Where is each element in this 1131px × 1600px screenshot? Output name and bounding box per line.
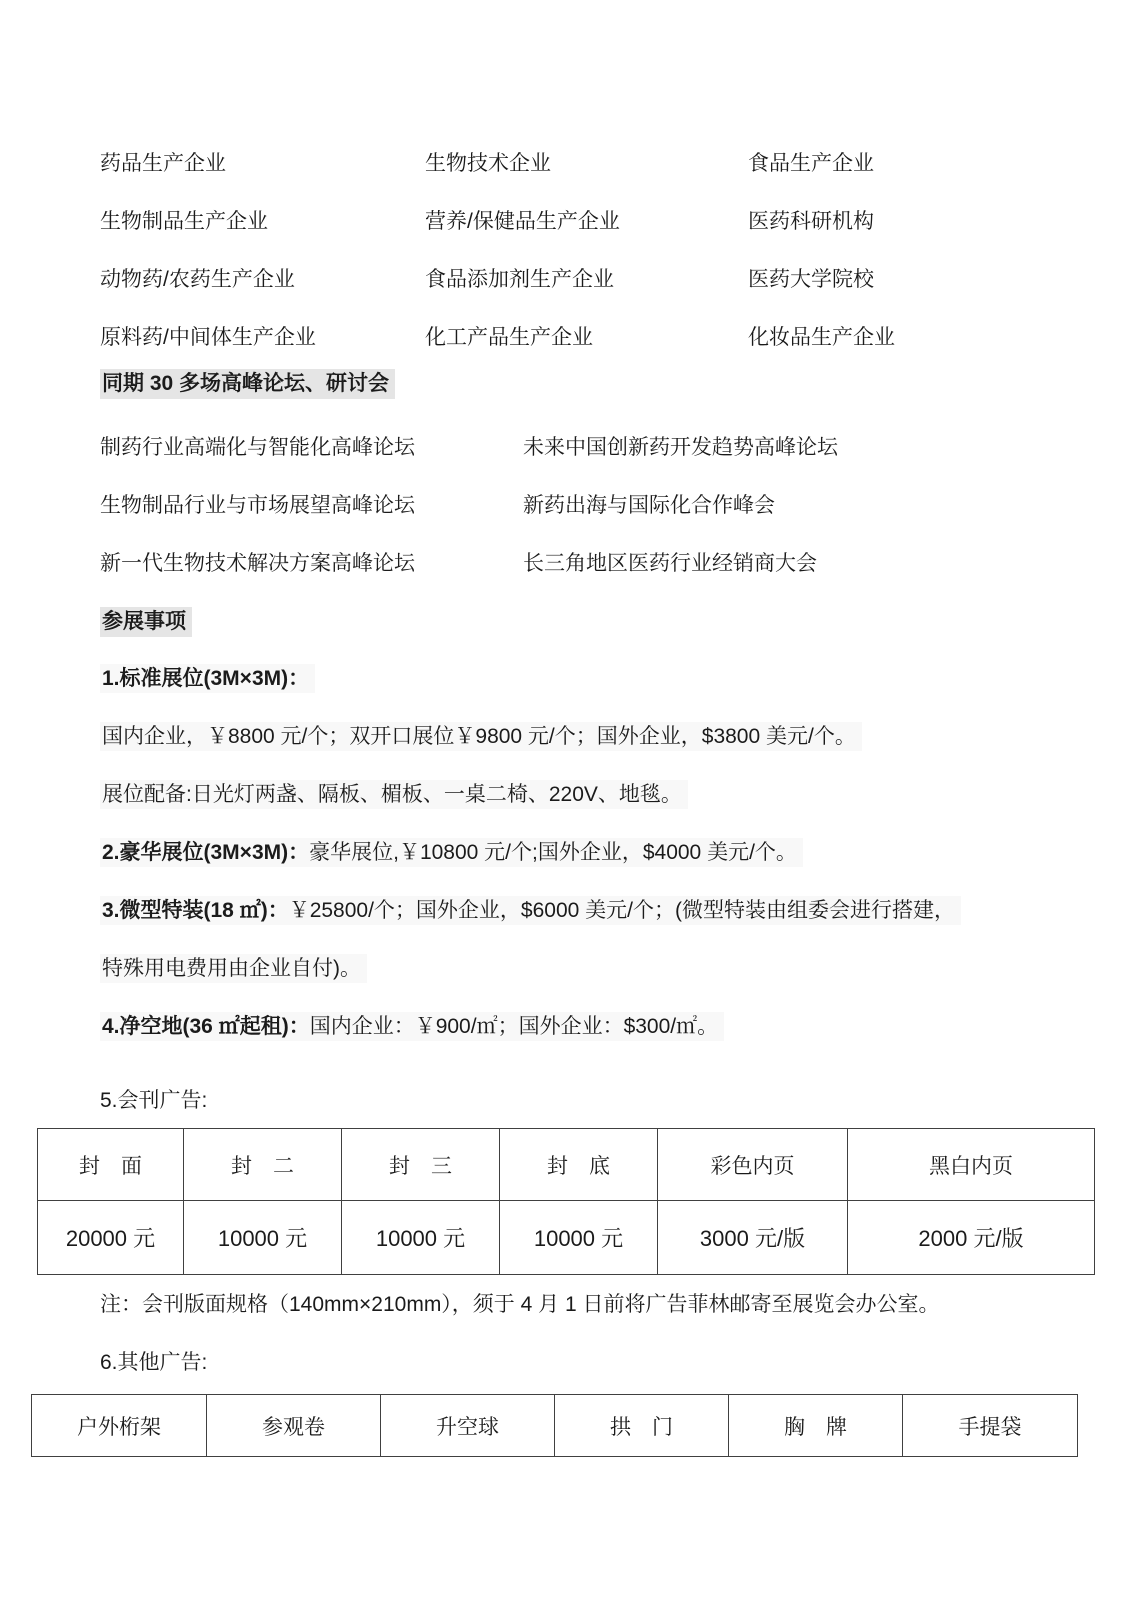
other-ad-header: 参观卷	[207, 1395, 381, 1457]
other-ad-header: 户外桁架	[32, 1395, 207, 1457]
journal-ad-header: 封 二	[184, 1129, 342, 1201]
journal-ad-header: 封 底	[500, 1129, 658, 1201]
other-ad-header: 拱 门	[555, 1395, 729, 1457]
journal-ad-price: 3000 元/版	[658, 1201, 848, 1275]
item4-text: 国内企业：￥900/㎡；国外企业：$300/㎡。	[309, 1015, 719, 1038]
journal-ad-price: 10000 元	[500, 1201, 658, 1275]
journal-ad-header: 黑白内页	[848, 1129, 1095, 1201]
other-ad-table	[31, 1394, 1078, 1457]
audience-item: 医药大学院校	[748, 268, 874, 291]
other-ad-header: 胸 牌	[729, 1395, 903, 1457]
audience-list	[100, 152, 1094, 350]
forum-item: 新药出海与国际化合作峰会	[523, 494, 775, 517]
forum-item: 新一代生物技术解决方案高峰论坛	[100, 552, 415, 575]
journal-ad-price: 2000 元/版	[848, 1201, 1095, 1275]
item4-title: 4.净空地(36 ㎡起租)：	[102, 1015, 310, 1038]
journal-ad-header: 封 三	[342, 1129, 500, 1201]
item2-line	[100, 841, 1094, 865]
journal-ad-note: 注：会刊版面规格（140mm×210mm），须于 4 月 1 日前将广告菲林邮寄至展览会办公室。	[100, 1293, 940, 1316]
journal-ad-price: 20000 元	[38, 1201, 184, 1275]
forum-item: 长三角地区医药行业经销商大会	[523, 552, 817, 575]
item6-title: 6.其他广告:	[100, 1351, 208, 1374]
exhibit-section-heading	[100, 607, 1094, 637]
audience-item: 食品生产企业	[748, 152, 874, 175]
item1-equipment-line	[100, 783, 1094, 807]
item2-title: 2.豪华展位(3M×3M)：	[102, 841, 310, 864]
audience-item: 化工产品生产企业	[425, 326, 593, 349]
journal-ad-price: 10000 元	[184, 1201, 342, 1275]
audience-item: 生物技术企业	[425, 152, 551, 175]
item1-prices: 国内企业，￥8800 元/个；双开口展位￥9800 元/个；国外企业，$3800 美元/个。	[100, 722, 862, 751]
item3-continuation-line	[100, 957, 1094, 981]
item3-line	[100, 899, 1094, 923]
other-ad-header: 手提袋	[903, 1395, 1078, 1457]
forum-item: 制药行业高端化与智能化高峰论坛	[100, 436, 415, 459]
item2-text: 豪华展位,￥10800 元/个;国外企业，$4000 美元/个。	[309, 841, 797, 864]
forum-item: 未来中国创新药开发趋势高峰论坛	[523, 436, 838, 459]
item3-title: 3.微型特装(18 ㎡)：	[102, 899, 289, 922]
item1-price-line	[100, 725, 1094, 749]
exhibit-heading-text: 参展事项	[100, 607, 192, 637]
forums-heading-text: 同期 30 多场高峰论坛、研讨会	[100, 369, 395, 399]
audience-item: 药品生产企业	[100, 152, 226, 175]
journal-ad-price: 10000 元	[342, 1201, 500, 1275]
journal-ad-price-row	[38, 1201, 1095, 1275]
item1-title-line	[100, 667, 1094, 691]
other-ad-header-row	[32, 1395, 1078, 1457]
item4-line	[100, 1015, 1094, 1039]
forum-list	[100, 436, 1094, 576]
journal-ad-header-row	[38, 1129, 1095, 1201]
audience-item: 化妆品生产企业	[748, 326, 895, 349]
audience-item: 原料药/中间体生产企业	[100, 326, 316, 349]
audience-item: 生物制品生产企业	[100, 210, 268, 233]
item3-text: ￥25800/个；国外企业，$6000 美元/个；(微型特装由组委会进行搭建，	[288, 899, 955, 922]
forums-section-heading	[100, 369, 1094, 399]
audience-item: 营养/保健品生产企业	[425, 210, 620, 233]
forum-item: 生物制品行业与市场展望高峰论坛	[100, 494, 415, 517]
audience-item: 食品添加剂生产企业	[425, 268, 614, 291]
journal-ad-table	[37, 1128, 1095, 1275]
journal-ad-header: 彩色内页	[658, 1129, 848, 1201]
journal-ad-header: 封 面	[38, 1129, 184, 1201]
item1-title: 1.标准展位(3M×3M)：	[100, 664, 315, 693]
item5-title: 5.会刊广告:	[100, 1089, 208, 1112]
item1-equipment: 展位配备:日光灯两盏、隔板、楣板、一桌二椅、220V、地毯。	[100, 780, 688, 809]
other-ad-header: 升空球	[381, 1395, 555, 1457]
item3-text2: 特殊用电费用由企业自付)。	[100, 954, 367, 983]
audience-item: 动物药/农药生产企业	[100, 268, 295, 291]
audience-item: 医药科研机构	[748, 210, 874, 233]
